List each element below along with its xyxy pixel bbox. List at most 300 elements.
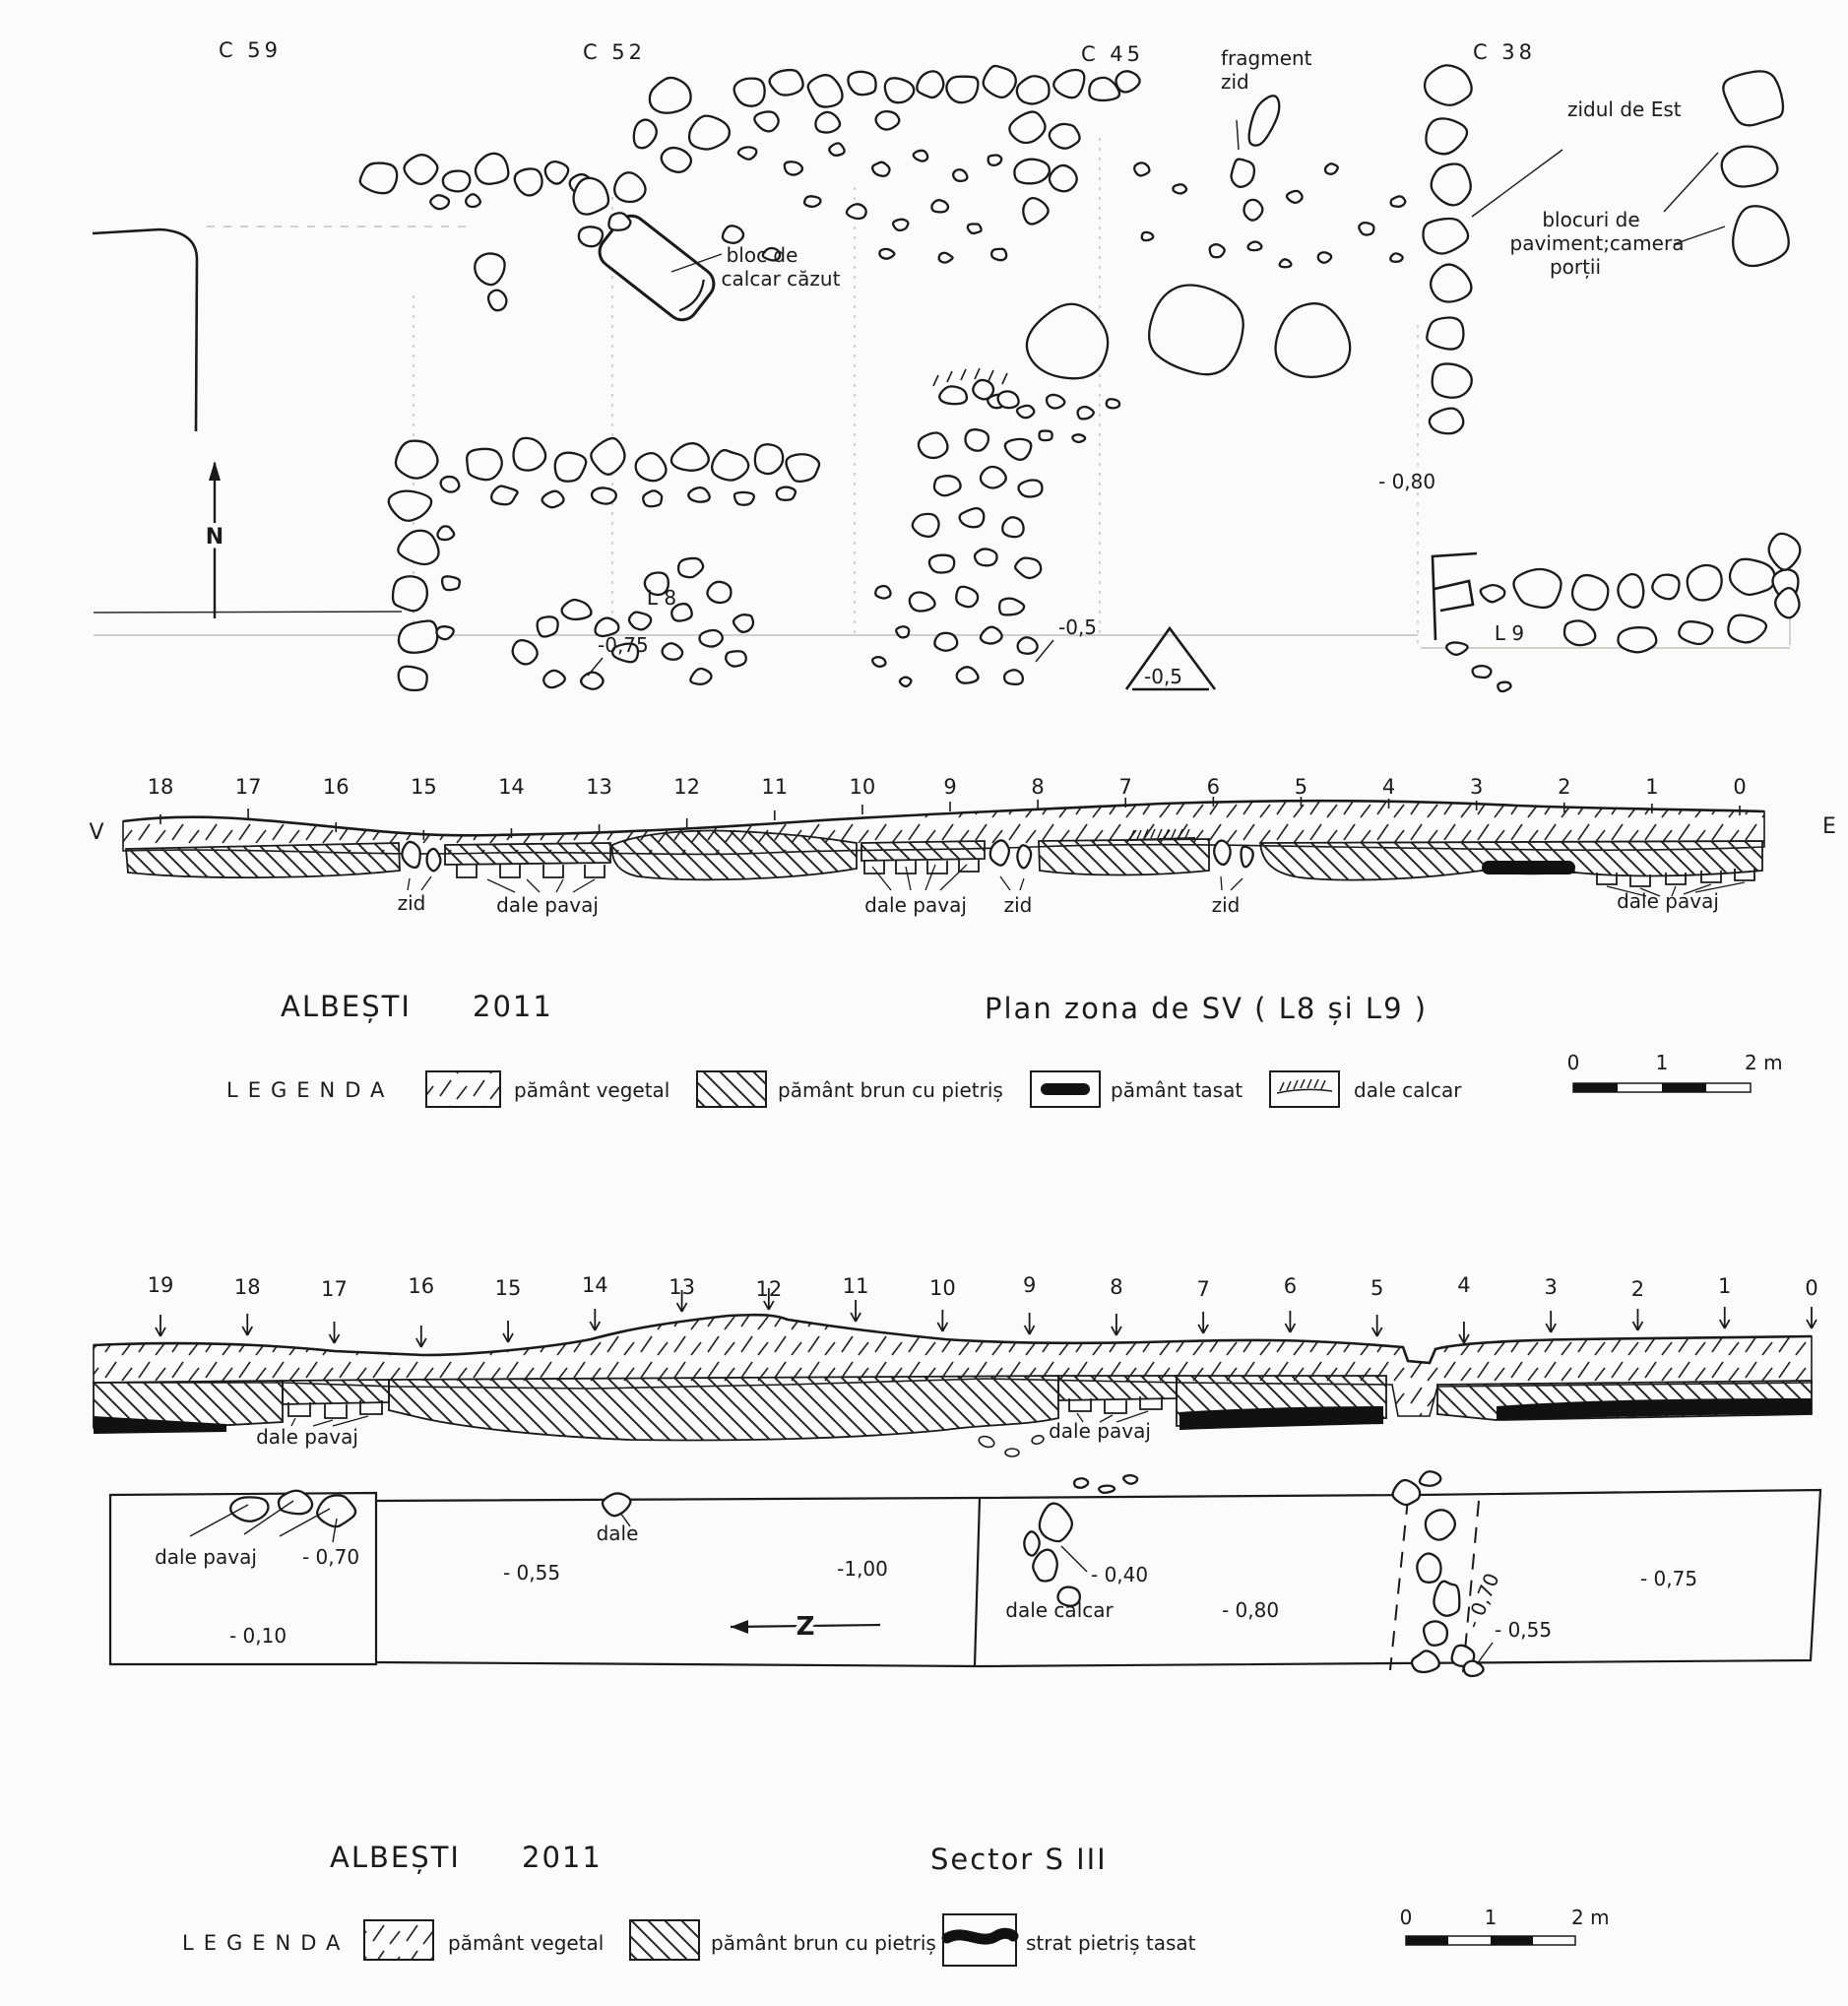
stone (733, 615, 753, 632)
stone (900, 678, 912, 686)
p1-ruler-number: 16 (322, 775, 350, 799)
stone (1015, 558, 1041, 578)
stone (1072, 434, 1085, 442)
stone (581, 673, 603, 689)
p1-ruler-number: 11 (761, 775, 789, 799)
stone (965, 429, 988, 451)
stone (608, 213, 630, 229)
stone (1009, 112, 1045, 143)
grid-label-c52: C 52 (582, 40, 647, 64)
p1-label-zid-3: zid (1211, 893, 1241, 917)
hatch-fringe (933, 368, 1007, 386)
stone (896, 626, 909, 637)
stone (726, 651, 746, 666)
p2-ruler-number: 11 (842, 1274, 869, 1298)
stone (968, 224, 982, 232)
blocuri-label-3: porții (1549, 255, 1602, 279)
p2-ruler-number: 10 (929, 1276, 956, 1300)
stone (999, 599, 1024, 615)
p2plan-d100: -1,00 (837, 1557, 888, 1581)
stone (663, 643, 683, 659)
stone (1417, 1554, 1440, 1583)
p2-ruler-number: 17 (321, 1277, 348, 1301)
stone (1053, 70, 1084, 97)
stone (1232, 160, 1254, 187)
stone (515, 168, 542, 195)
surface-arrow (416, 1326, 426, 1347)
stone (939, 253, 953, 263)
surface-arrow (242, 1314, 252, 1335)
p2-ruler-number: 7 (1196, 1277, 1210, 1301)
stone (562, 600, 592, 619)
stone (1002, 517, 1023, 537)
p1-ruler-number: 4 (1381, 775, 1396, 799)
stone (770, 70, 803, 96)
stone (700, 630, 723, 647)
surface-arrow (590, 1309, 600, 1330)
stone (984, 66, 1016, 97)
stone (1514, 569, 1561, 608)
surface-arrow (1198, 1312, 1208, 1333)
stone (555, 453, 586, 482)
stone (1242, 92, 1285, 150)
surface-arrow (503, 1321, 513, 1342)
stone (956, 587, 978, 607)
stone (893, 220, 908, 230)
stone (934, 476, 961, 495)
stone (1412, 1650, 1439, 1672)
stone (1473, 666, 1492, 678)
stone (1074, 1478, 1088, 1487)
stone (1107, 399, 1119, 408)
stone (1564, 620, 1595, 645)
stone (934, 633, 957, 651)
stone (998, 391, 1019, 408)
p2plan-d075: - 0,75 (1639, 1567, 1698, 1590)
stone (1248, 242, 1262, 251)
p1-ruler-number: 15 (410, 775, 437, 799)
l9-bracket-stone (1433, 553, 1477, 640)
stone (707, 582, 731, 603)
top-plan (93, 38, 1800, 691)
stone (1769, 534, 1801, 570)
p2-ruler-number: 12 (755, 1277, 783, 1301)
east-label: E (1822, 814, 1836, 839)
p2-ruler-number: 13 (669, 1275, 695, 1299)
stone (973, 380, 993, 399)
stone (399, 620, 437, 652)
stone (975, 549, 997, 565)
stone (1039, 431, 1051, 441)
surface-arrow (330, 1322, 340, 1343)
p2plan-d055a: - 0,55 (502, 1561, 561, 1585)
stone (1047, 395, 1064, 409)
stone (690, 669, 711, 684)
p2-ruler-number: 14 (581, 1273, 608, 1297)
p2plan-dale-calcar: dale calcar (1005, 1598, 1114, 1622)
p2-ruler-number: 18 (233, 1275, 261, 1299)
stone (491, 486, 517, 505)
stone (1014, 160, 1050, 184)
stone (1023, 198, 1048, 224)
stone (785, 162, 802, 174)
legend1-item-dale: dale calcar (1354, 1078, 1462, 1102)
stone (230, 1497, 268, 1521)
legend2-swatch-brun (630, 1920, 699, 1960)
stone (1730, 559, 1775, 595)
p1-ruler-number: 12 (673, 775, 701, 799)
stone (957, 667, 979, 682)
stone (946, 77, 978, 102)
stone (734, 492, 754, 505)
legend2-item-brun: pământ brun cu pietriș (711, 1931, 936, 1955)
stone (603, 1493, 630, 1516)
section1-year: 2011 (473, 990, 553, 1023)
stone (1679, 621, 1712, 644)
stone (988, 155, 1002, 164)
stone (671, 443, 709, 471)
stone (579, 226, 603, 246)
stone (1498, 682, 1510, 691)
stone (443, 171, 471, 192)
section2-year: 2011 (522, 1841, 603, 1874)
stone (643, 490, 662, 506)
p2-label-dale-2: dale pavaj (1049, 1419, 1151, 1443)
scale-bar-2 (1400, 1906, 1610, 1945)
z-axis-arrow (731, 1612, 880, 1642)
stone (1431, 265, 1471, 302)
stone (712, 450, 748, 481)
stone (913, 514, 939, 537)
p1-ruler-number: 0 (1733, 775, 1747, 799)
legend1-item-tasat: pământ tasat (1111, 1078, 1243, 1102)
stone (1424, 1621, 1447, 1645)
stone (592, 487, 616, 503)
grid-label-c38: C 38 (1472, 40, 1537, 64)
stone (441, 477, 460, 492)
stone (1242, 847, 1253, 867)
stone (872, 162, 889, 176)
stone (1359, 223, 1373, 234)
fallen-bits (978, 1435, 1045, 1456)
stone (513, 438, 545, 471)
west-label: V (89, 820, 104, 845)
stone (787, 454, 820, 482)
p1-label-zid-1: zid (397, 891, 426, 915)
stone (405, 155, 438, 184)
stone (1134, 162, 1149, 175)
stone (1427, 318, 1463, 350)
grid-label-c59: C 59 (218, 38, 283, 62)
stone (1287, 191, 1303, 203)
stone (1027, 304, 1108, 379)
stone (1481, 585, 1504, 602)
stone (723, 226, 743, 242)
p2-ruler-number: 16 (408, 1274, 435, 1298)
legend1-tasat-lens (1041, 1083, 1090, 1095)
surface-arrow (1459, 1322, 1469, 1343)
surface-arrow (937, 1310, 947, 1331)
stone (734, 79, 765, 106)
stone (1425, 65, 1472, 104)
surface-arrow (1807, 1307, 1816, 1328)
stone (1719, 66, 1788, 130)
stone (1720, 144, 1779, 188)
profile-2 (94, 1273, 1818, 1456)
stone (1318, 252, 1331, 262)
stone (476, 154, 508, 184)
stone (279, 1491, 312, 1515)
stone (1325, 163, 1338, 173)
p2-ruler-number: 1 (1718, 1274, 1732, 1298)
p2plan-dale-pavaj: dale pavaj (155, 1545, 257, 1569)
stone-field (360, 65, 1801, 691)
p2-ruler-number: 8 (1110, 1275, 1123, 1299)
p1-ruler-number: 10 (849, 775, 876, 799)
p2plan-d070a: - 0,70 (301, 1545, 360, 1569)
fragment-zid-label-2: zid (1221, 70, 1249, 94)
stone (1423, 219, 1468, 254)
stone (1004, 670, 1023, 684)
surface-arrow (851, 1300, 860, 1322)
p2-ruler-number: 3 (1544, 1275, 1558, 1299)
stone (991, 249, 1006, 260)
room-label-l9: L 9 (1494, 621, 1525, 645)
stone (545, 162, 568, 183)
stone (467, 449, 502, 480)
stone (1446, 642, 1467, 654)
stone (1018, 637, 1038, 653)
surface-arrow (156, 1315, 165, 1336)
stone (848, 72, 875, 95)
stone (929, 555, 954, 573)
stone (513, 640, 538, 664)
section1-site: ALBEȘTI (281, 990, 412, 1023)
stone (1115, 71, 1139, 92)
ruler-profile2 (148, 1273, 1818, 1347)
stone (614, 172, 645, 202)
stone (1099, 1486, 1115, 1493)
stone (1050, 124, 1080, 149)
p2plan-d040: - 0,40 (1091, 1563, 1149, 1586)
scale-bar-1 (1567, 1051, 1783, 1092)
section2-site: ALBEȘTI (330, 1841, 461, 1874)
stone (1618, 574, 1643, 608)
stone (1433, 363, 1472, 397)
stone (804, 196, 820, 207)
stone (1024, 1531, 1039, 1555)
p1-label-dale-2: dale pavaj (864, 893, 967, 917)
fragment-zid-label-1: fragment (1221, 46, 1312, 70)
stone (960, 508, 985, 527)
stone (591, 438, 624, 475)
scale1-2m: 2 m (1745, 1051, 1783, 1074)
legend2-item-strat: strat pietriș tasat (1026, 1931, 1196, 1955)
stone (1033, 1550, 1057, 1582)
p1-ruler-number: 3 (1469, 775, 1484, 799)
legend1-item-vegetal: pământ vegetal (514, 1078, 670, 1102)
stone (981, 467, 1006, 487)
left-trench-outline (93, 229, 197, 431)
section1-title: Plan zona de SV ( L8 și L9 ) (985, 992, 1429, 1025)
stone (879, 249, 894, 259)
depth-075: -0,75 (598, 633, 649, 657)
stone (1434, 1582, 1459, 1616)
stone (430, 195, 449, 209)
depth-080: - 0,80 (1378, 470, 1436, 493)
p1-ruler-number: 17 (234, 775, 262, 799)
stone (1214, 841, 1231, 865)
stone (939, 386, 967, 404)
p1-ruler-number: 9 (943, 775, 957, 799)
p2-ruler-number: 6 (1283, 1274, 1298, 1298)
stone (1688, 565, 1722, 600)
stone (1040, 1504, 1072, 1541)
stone (1078, 407, 1094, 419)
leader-lines-bottom (190, 1501, 1493, 1664)
stone (1017, 845, 1031, 868)
stone (360, 163, 397, 194)
legend2-item-vegetal: pământ vegetal (448, 1931, 605, 1955)
surface-arrow (1025, 1313, 1035, 1334)
p1-ruler-number: 6 (1206, 775, 1221, 799)
stone (678, 558, 703, 577)
stone (910, 593, 935, 612)
stone (466, 194, 480, 207)
scale1-1: 1 (1655, 1051, 1669, 1074)
legend1-heading: LEGENDA (226, 1078, 395, 1102)
p2-ruler-number: 0 (1805, 1276, 1818, 1300)
stone (1017, 76, 1050, 103)
stone (1005, 439, 1031, 460)
p1-ruler-number: 5 (1294, 775, 1308, 799)
bloc-calcar-label-1: bloc de (726, 243, 798, 267)
stone (872, 657, 885, 667)
stone (1652, 575, 1679, 600)
scale1-0: 0 (1566, 1051, 1580, 1074)
stone (1149, 285, 1243, 374)
stone (399, 667, 427, 690)
p1-ruler-number: 14 (498, 775, 525, 799)
p2-ruler-number: 4 (1457, 1273, 1471, 1297)
stone (1430, 409, 1463, 434)
stone (917, 71, 943, 97)
p1-label-dale-1: dale pavaj (496, 893, 599, 917)
stone (389, 491, 431, 521)
stone (636, 453, 667, 481)
stone (808, 75, 843, 106)
legend2-swatch-vegetal (364, 1920, 433, 1960)
room-label-l8: L 8 (646, 586, 677, 610)
zidul-de-est-label: zidul de Est (1567, 97, 1682, 121)
stone (475, 253, 504, 285)
stone (574, 178, 608, 215)
p2-ruler-number: 2 (1630, 1277, 1645, 1301)
surface-arrow (1720, 1307, 1730, 1328)
stone (990, 840, 1009, 865)
p2-ruler-number: 9 (1022, 1273, 1037, 1297)
stone (1173, 184, 1186, 193)
p1-ruler-number: 2 (1558, 775, 1571, 799)
compacted-earth-lens (1482, 861, 1575, 874)
blocuri-label-2: paviment;camera (1509, 231, 1685, 255)
p2plan-d055b: - 0,55 (1495, 1618, 1553, 1642)
north-arrow (206, 461, 223, 618)
stone (688, 487, 709, 501)
stone (538, 616, 558, 636)
legend-1 (226, 1051, 1783, 1107)
scale2-0: 0 (1399, 1906, 1413, 1929)
legend2-heading: LEGENDA (182, 1931, 350, 1955)
p1-ruler-number: 7 (1118, 775, 1132, 799)
stone (919, 432, 947, 457)
p2plan-d010: - 0,10 (228, 1624, 287, 1648)
depth-05-b: -0,5 (1144, 665, 1183, 688)
stone (1572, 575, 1608, 610)
p2-ruler-number: 5 (1370, 1276, 1384, 1300)
stone (629, 613, 651, 630)
stone (755, 444, 783, 474)
stone (1018, 481, 1042, 497)
stone (981, 627, 1002, 644)
stone (1618, 627, 1656, 652)
stone (634, 120, 657, 149)
p2-ruler-number: 19 (147, 1273, 174, 1297)
stone (885, 78, 914, 102)
stone (1123, 1475, 1137, 1484)
depth-05-a: -0,5 (1058, 615, 1098, 639)
stone (393, 576, 427, 611)
stone (931, 200, 948, 212)
stone (1280, 259, 1292, 267)
stone (1391, 196, 1406, 206)
p1-label-zid-2: zid (1003, 893, 1033, 917)
stone (1142, 232, 1154, 240)
stone (436, 626, 453, 639)
legend1-item-brun: pământ brun cu pietriș (778, 1078, 1003, 1102)
p2plan-d080: - 0,80 (1221, 1598, 1280, 1622)
legend1-swatch-brun (697, 1071, 766, 1107)
surface-arrow (1546, 1311, 1556, 1332)
stone (1426, 118, 1467, 154)
stone (953, 169, 967, 181)
stone (662, 148, 691, 172)
surface-arrow (1372, 1315, 1382, 1336)
stone (1432, 163, 1471, 205)
legend-2 (182, 1906, 1610, 1966)
p2-ruler-number: 15 (494, 1276, 522, 1300)
bloc-calcar-label-2: calcar căzut (721, 267, 841, 291)
stone (1050, 165, 1077, 191)
bottom-plan (110, 1471, 1820, 1676)
stone (437, 526, 454, 540)
stone (914, 151, 927, 162)
stone (1420, 1471, 1440, 1486)
scale2-1: 1 (1484, 1906, 1498, 1929)
surface-arrow (1285, 1311, 1295, 1332)
stone (488, 291, 506, 311)
legend1-swatch-vegetal (426, 1071, 500, 1107)
scale2-2m: 2 m (1571, 1906, 1610, 1929)
stone (876, 111, 900, 129)
stone (1426, 1510, 1455, 1539)
stone (738, 147, 756, 159)
stone (829, 143, 844, 155)
stone (442, 576, 460, 590)
stone (1393, 1480, 1421, 1505)
stone (875, 586, 890, 598)
stone (1731, 204, 1792, 269)
